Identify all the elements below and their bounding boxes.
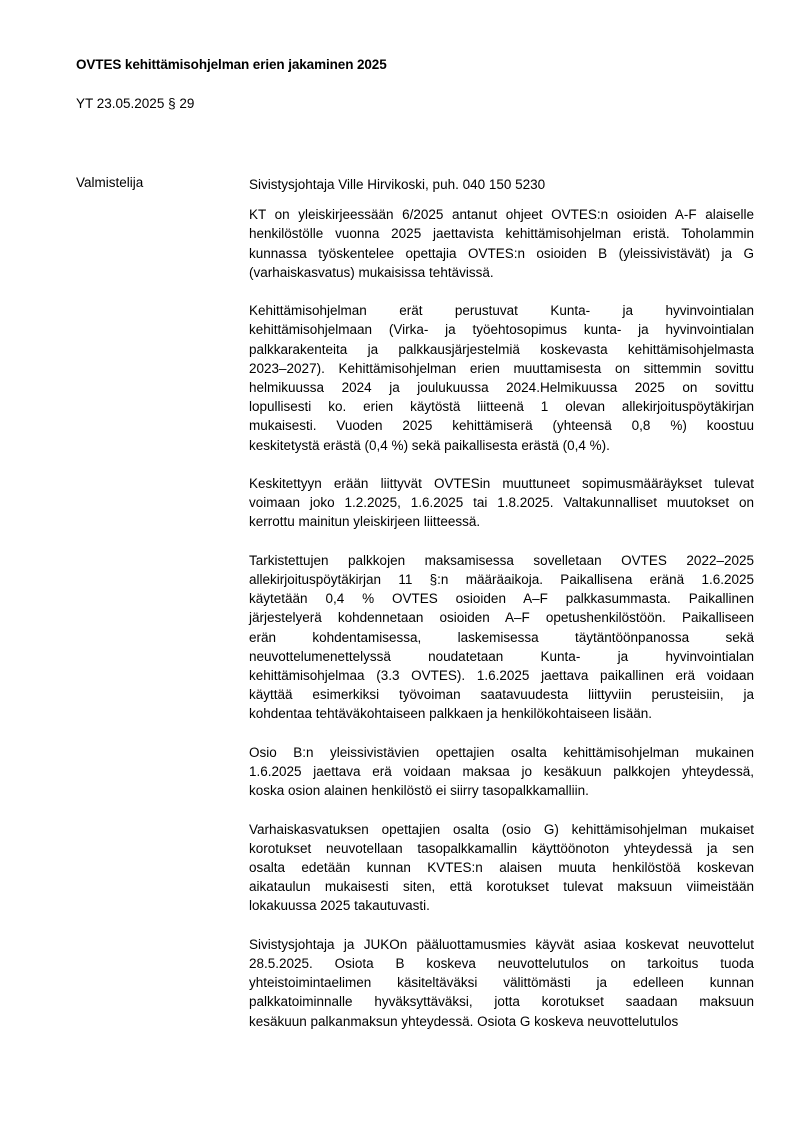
paragraph-line: kehittämisohjelmaa (3.3 OVTES). 1.6.2025 jaettava paikallinen erä voidaan: [249, 668, 754, 684]
paragraph-line: Sivistysjohtaja ja JUKOn pääluottamusmies käyvät asiaa koskevat neuvottelut: [249, 936, 754, 952]
paragraph-line: 2023–2027). Kehittämisohjelman erien muuttamisesta on sittemmin sovittu: [249, 360, 754, 376]
paragraph-line: henkilöstölle vuonna 2025 jaettavista kehittämisohjelman eristä. Toholammin: [249, 226, 754, 242]
paragraph-line: aikataulun mukaisesti siten, että korotukset tulevat maksuun viimeistään: [249, 879, 754, 895]
paragraph-line: lokakuussa 2025 takautuvasti.: [249, 898, 430, 914]
body-paragraph: [249, 935, 754, 1031]
paragraph-line: Varhaiskasvatuksen opettajien osalta (osio G) kehittämisohjelman mukaiset: [249, 821, 754, 837]
paragraph-line: neuvottelumenettelyssä noudatetaan Kunta- ja hyvinvointialan: [249, 648, 754, 664]
paragraph-line: mukaisesti. Vuoden 2025 kehittämiserä (yhteensä 0,8 %) koostuu: [249, 418, 754, 434]
paragraph-line: koska osion alainen henkilöstö ei siirry tasopalkkamalliin.: [249, 783, 589, 799]
body-paragraph: [249, 820, 754, 916]
paragraph-line: kohdentaa tehtäväkohtaiseen palkkaen ja henkilökohtaiseen lisään.: [249, 706, 653, 722]
paragraph-line: korotukset neuvotellaan tasopalkkamallin käyttöönoton yhteydessä ja sen: [249, 840, 754, 856]
body-paragraph: [249, 205, 754, 282]
body-paragraph: [249, 743, 754, 801]
paragraph-line: Keskitettyyn erään liittyvät OVTESin muuttuneet sopimusmääräykset tulevat: [249, 476, 754, 492]
paragraph-line: kunnassa työskentelee opettajia OVTES:n osioiden B (yleissivistävät) ja G: [249, 245, 754, 261]
paragraph-line: 1.6.2025 jaettava erä voidaan maksaa jo kesäkuun palkkojen yhteydessä,: [249, 764, 754, 780]
paragraph-line: palkkatoiminnalle hyväksyttäväksi, jotta korotukset saadaan maksuun: [249, 994, 754, 1010]
paragraph-line: (varhaiskasvatus) mukaisissa tehtävissä.: [249, 264, 494, 280]
paragraph-line: voimaan joko 1.2.2025, 1.6.2025 tai 1.8.2025. Valtakunnalliset muutokset on: [249, 495, 754, 511]
paragraph-line: KT on yleiskirjeessään 6/2025 antanut ohjeet OVTES:n osioiden A-F alaiselle: [249, 207, 754, 223]
paragraph-line: käyttää esimerkiksi työvoiman saatavuudesta liittyviin perusteisiin, ja: [249, 687, 754, 703]
paragraph-line: kehittämisohjelmaan (Virka- ja työehtosopimus kunta- ja hyvinvointialan: [249, 322, 754, 338]
preparer-label: Valmistelija: [76, 175, 144, 190]
paragraph-line: erän kohdentamisessa, laskemisessa täytäntöönpanossa sekä: [249, 629, 754, 645]
paragraph-line: käytetään 0,4 % OVTES osioiden A–F palkkasummasta. Paikallinen: [249, 591, 754, 607]
paragraph-line: Osio B:n yleissivistävien opettajien osalta kehittämisohjelman mukainen: [249, 744, 754, 760]
preparer-value: Sivistysjohtaja Ville Hirvikoski, puh. 040 150 5230: [249, 177, 546, 192]
paragraph-line: yhteistoimintaelimen käsiteltäväksi välittömästi ja edelleen kunnan: [249, 975, 754, 991]
body-paragraph: [249, 301, 754, 455]
body-paragraph: [249, 474, 754, 532]
paragraph-line: 28.5.2025. Osiota B koskeva neuvottelutulos on tarkoitus tuoda: [249, 956, 754, 972]
paragraph-line: Tarkistettujen palkkojen maksamisessa sovelletaan OVTES 2022–2025: [249, 552, 754, 568]
body-paragraph: [249, 551, 754, 724]
document-body: [249, 175, 754, 1050]
paragraph-line: keskitetystä erästä (0,4 %) sekä paikallisesta erästä (0,4 %).: [249, 437, 610, 453]
paragraph-list: [249, 205, 754, 1031]
document-title: OVTES kehittämisohjelman erien jakaminen 2025: [76, 57, 387, 72]
paragraph-line: helmikuussa 2024 ja joulukuussa 2024.Helmikuussa 2025 on sovittu: [249, 380, 754, 396]
paragraph-line: palkkarakenteita ja palkkausjärjestelmiä koskevasta kehittämisohjelmasta: [249, 341, 754, 357]
paragraph-line: Kehittämisohjelman erät perustuvat Kunta- ja hyvinvointialan: [249, 303, 754, 319]
paragraph-line: järjestelyerä kohdennetaan osioiden A–F opetushenkilöstöön. Paikalliseen: [249, 610, 754, 626]
paragraph-line: lopullisesti ko. erien käytöstä liitteenä 1 olevan allekirjoituspöytäkirjan: [249, 399, 754, 415]
paragraph-line: kerrottu mainitun yleiskirjeen liitteessä.: [249, 514, 481, 530]
paragraph-line: osalta edetään kunnan KVTES:n alaisen muuta henkilöstöä koskevan: [249, 860, 754, 876]
meeting-reference: YT 23.05.2025 § 29: [76, 96, 195, 111]
paragraph-line: allekirjoituspöytäkirjan 11 §:n määräaikoja. Paikallisena eränä 1.6.2025: [249, 572, 754, 588]
paragraph-line: kesäkuun palkanmaksun yhteydessä. Osiota G koskeva neuvottelutulos: [249, 1013, 679, 1029]
